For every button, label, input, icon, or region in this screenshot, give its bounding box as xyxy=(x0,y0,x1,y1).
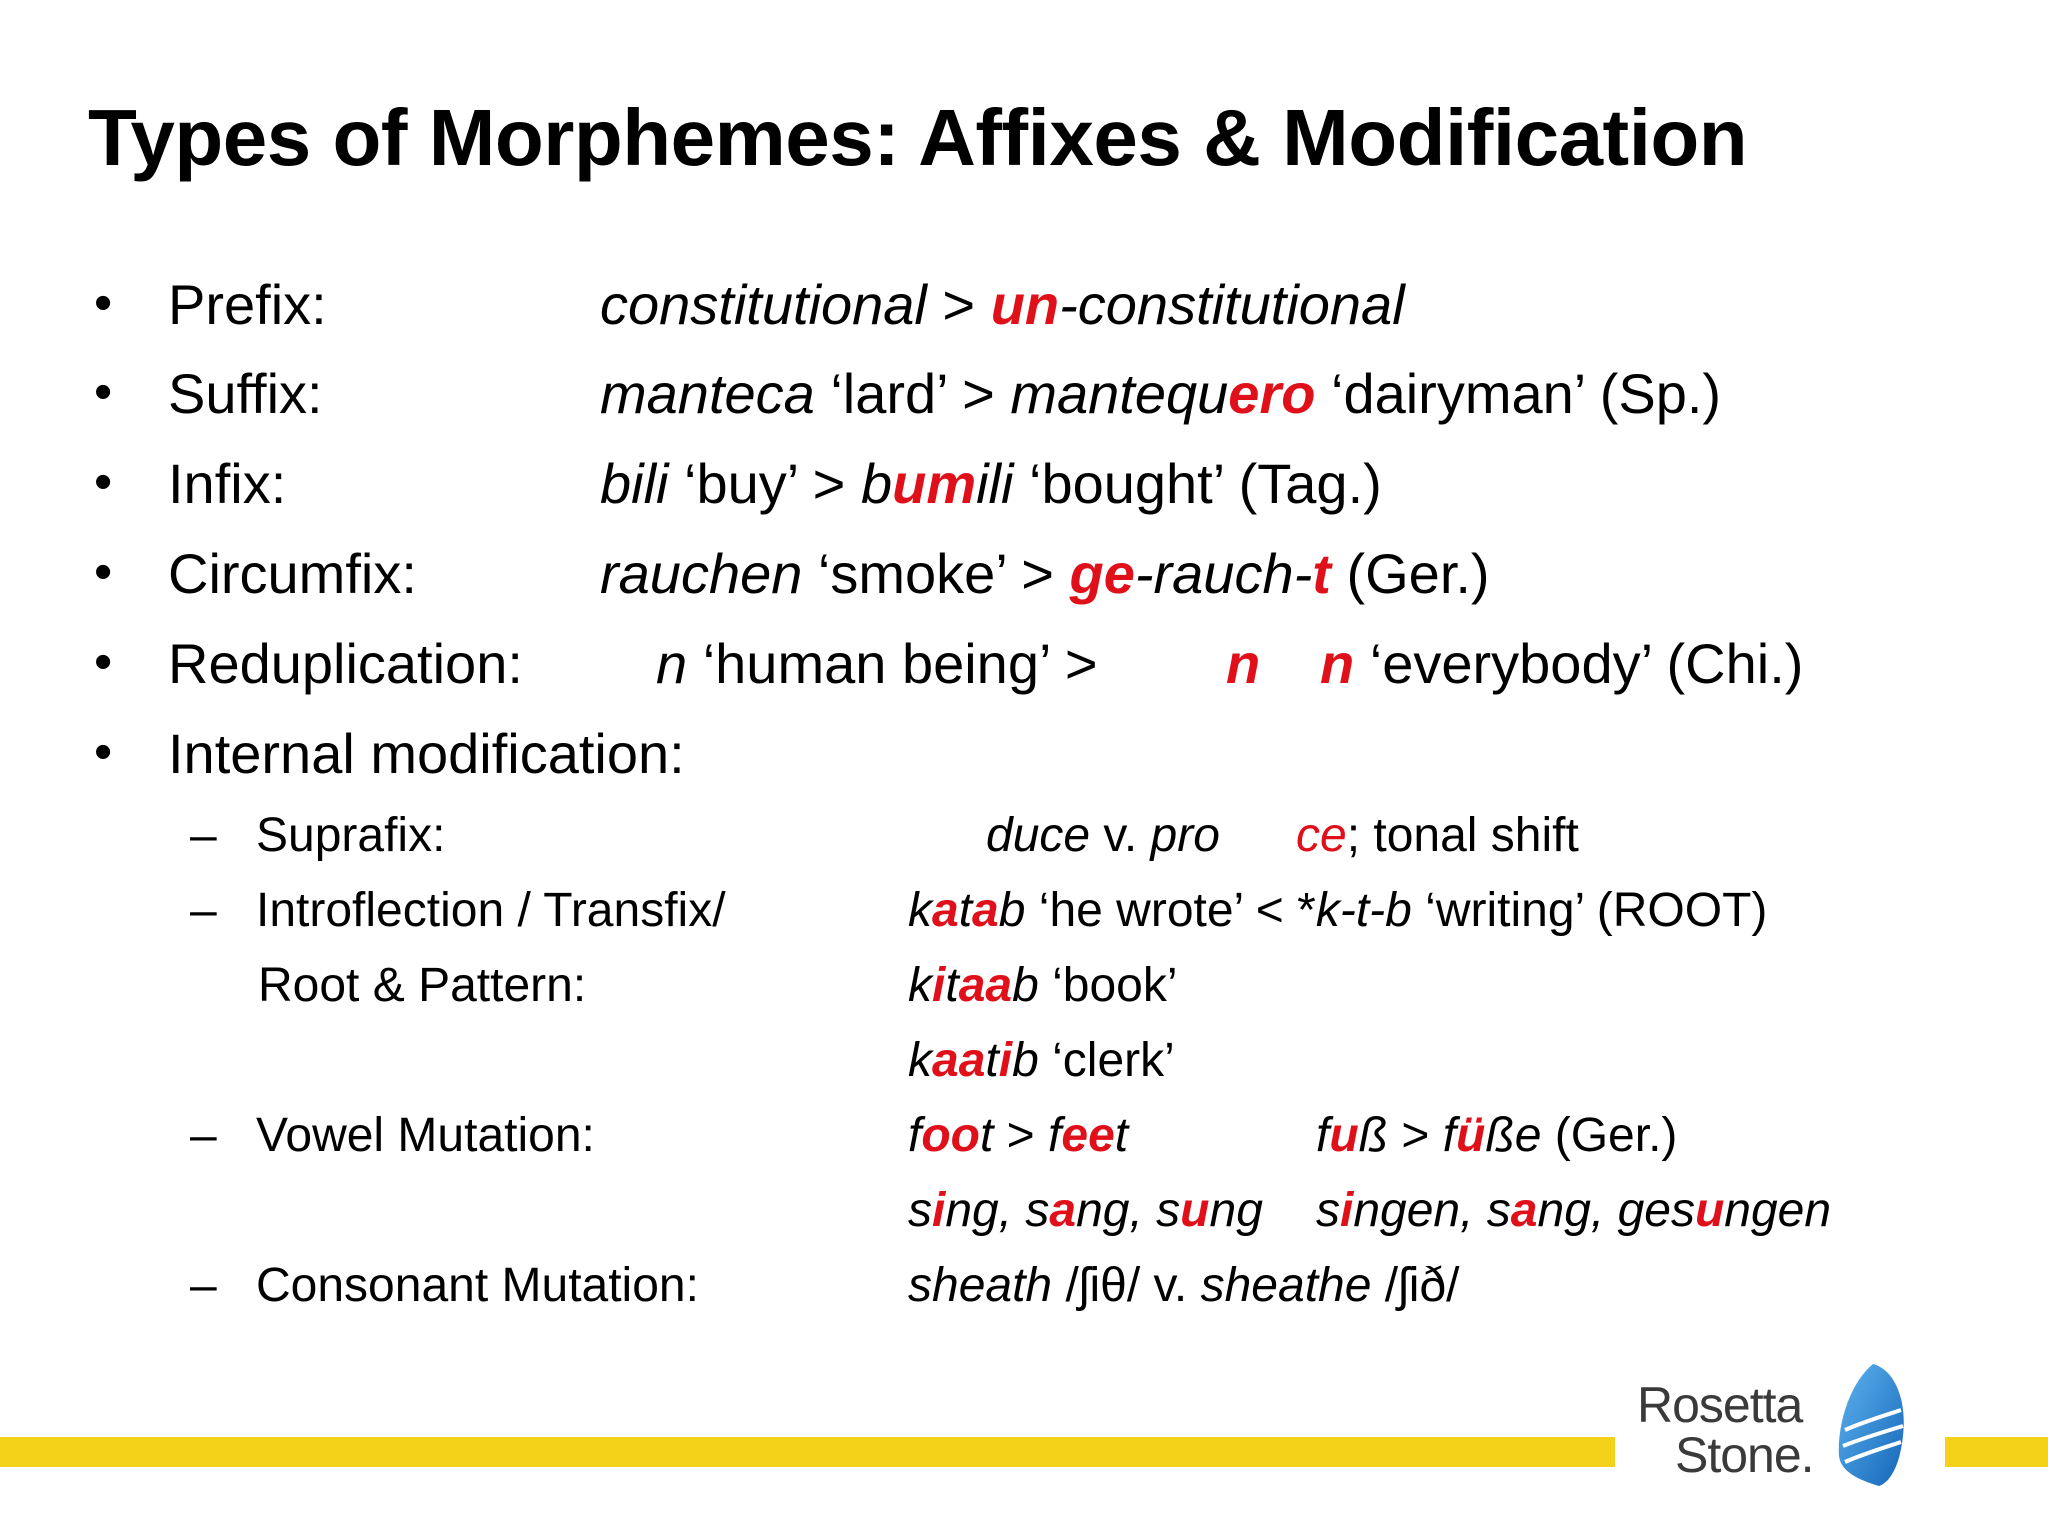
text-run: i xyxy=(1340,1184,1354,1237)
text-run: ‘writing’ (ROOT) xyxy=(1411,884,1768,937)
bullet-dot: • xyxy=(94,363,113,421)
text-run: ‘human being’ > xyxy=(687,632,1098,695)
subitem-example-suprafix-b xyxy=(1296,809,1579,862)
bullet-example-reduplication-second xyxy=(1320,632,1804,695)
bullet-example-reduplication-base xyxy=(656,632,1098,695)
subitem-dash: – xyxy=(190,884,217,937)
text-run: t xyxy=(985,1034,999,1087)
text-run: ‘smoke’ > xyxy=(802,542,1070,605)
subitem-dash: – xyxy=(190,1109,217,1162)
subitem-example-singen xyxy=(1316,1184,1832,1237)
text-run: ngen xyxy=(1724,1184,1832,1237)
text-run: ili xyxy=(976,452,1014,515)
text-run: ng, s xyxy=(945,1184,1050,1237)
logo-text-stone: Stone. xyxy=(1675,1427,1814,1483)
text-run: u xyxy=(1329,1109,1359,1162)
text-run: ß xyxy=(1358,1109,1388,1162)
subitem-example-katab xyxy=(908,884,1768,937)
text-run: sheath xyxy=(908,1259,1053,1312)
text-run: ‘lard’ > xyxy=(814,362,1011,425)
text-run: v. xyxy=(1090,809,1151,862)
subitem-example-fuss-fuesse xyxy=(1316,1109,1678,1162)
text-run: constitutional xyxy=(600,273,927,336)
text-run: rauchen xyxy=(600,542,803,605)
text-run: ce xyxy=(1296,809,1347,862)
subitem-example-kitaab xyxy=(908,959,1178,1012)
subitem-example-suprafix-a xyxy=(986,809,1220,862)
text-run: ero xyxy=(1228,362,1316,425)
bullet-dot: • xyxy=(94,723,113,781)
rosetta-stone-logo xyxy=(1615,1350,1945,1500)
bullet-example-infix xyxy=(600,452,1382,515)
bullet-label-circumfix: Circumfix: xyxy=(168,542,417,605)
text-run: > xyxy=(1388,1109,1443,1162)
text-run: ‘everybody’ (Chi.) xyxy=(1354,632,1804,695)
text-run: b xyxy=(1012,1034,1039,1087)
subitem-dash: – xyxy=(190,809,217,862)
text-run: b xyxy=(998,884,1026,937)
text-run: ü xyxy=(1456,1109,1486,1162)
text-run: k xyxy=(908,959,932,1012)
subitem-example-sheath xyxy=(908,1259,1460,1312)
text-run: ng, s xyxy=(1076,1184,1181,1237)
text-run: sheathe xyxy=(1200,1259,1372,1312)
bullet-example-suffix xyxy=(600,362,1722,425)
text-run: a xyxy=(1510,1184,1538,1237)
text-run: bili xyxy=(600,452,669,515)
bullet-example-circumfix xyxy=(600,542,1490,605)
text-run: t xyxy=(1114,1109,1129,1162)
text-run: pro xyxy=(1150,809,1220,862)
text-run: t xyxy=(958,884,973,937)
text-run: f xyxy=(908,1109,922,1162)
text-run: n xyxy=(1226,632,1261,695)
subitem-example-sing xyxy=(908,1184,1263,1237)
subitem-example-foot-feet xyxy=(908,1109,1129,1162)
text-run: b xyxy=(1012,959,1039,1012)
rosetta-stone-mark-icon xyxy=(1833,1360,1913,1490)
subitem-label-vowel-mutation: Vowel Mutation: xyxy=(256,1109,595,1162)
text-run: ng, ges xyxy=(1537,1184,1695,1237)
text-run: n xyxy=(1320,632,1355,695)
text-run: ‘buy’ > xyxy=(668,452,861,515)
bullet-label-prefix: Prefix: xyxy=(168,273,327,336)
text-run: /ʃið/ xyxy=(1371,1259,1460,1312)
bullet-example-prefix xyxy=(600,273,1405,336)
text-run: i xyxy=(998,1034,1013,1087)
text-run: oo xyxy=(921,1109,980,1162)
bullet-label-internal-modification: Internal modification: xyxy=(168,722,685,785)
text-run: /ʃiθ/ v. xyxy=(1052,1259,1201,1312)
text-run: -rauch- xyxy=(1134,542,1313,605)
text-run: ‘he wrote’ < * xyxy=(1025,884,1316,937)
bullet-label-reduplication: Reduplication: xyxy=(168,632,523,695)
text-run: ngen, s xyxy=(1353,1184,1511,1237)
subitem-label-root-pattern: Root & Pattern: xyxy=(258,959,587,1012)
subitem-dash: – xyxy=(190,1259,217,1312)
text-run: a xyxy=(1049,1184,1077,1237)
slide-title: Types of Morphemes: Affixes & Modification xyxy=(88,93,1748,182)
text-run: > xyxy=(993,1109,1049,1162)
text-run: s xyxy=(908,1184,932,1237)
text-run: ‘clerk’ xyxy=(1038,1034,1175,1087)
subitem-label-introflection: Introflection / Transfix/ xyxy=(256,884,726,937)
text-run: ; tonal shift xyxy=(1346,809,1579,862)
text-run: -constitutional xyxy=(1059,273,1405,336)
text-run: b xyxy=(860,452,893,515)
text-run: i xyxy=(932,1184,946,1237)
text-run: ße xyxy=(1485,1109,1542,1162)
text-run: duce xyxy=(986,809,1091,862)
text-run: t xyxy=(945,959,959,1012)
text-run: un xyxy=(990,273,1060,336)
text-run: k xyxy=(908,884,932,937)
bullet-example-reduplication-first xyxy=(1226,632,1261,695)
bullet-label-infix: Infix: xyxy=(168,452,287,515)
text-run: k-t-b xyxy=(1315,884,1412,937)
text-run: s xyxy=(1316,1184,1340,1237)
text-run: f xyxy=(1048,1109,1062,1162)
text-run: mantequ xyxy=(1010,362,1229,425)
text-run: n xyxy=(656,632,688,695)
bullet-dot: • xyxy=(94,453,113,511)
text-run: ‘book’ xyxy=(1038,959,1178,1012)
text-run: ng xyxy=(1209,1184,1263,1237)
text-run: a xyxy=(972,884,999,937)
logo-text-rosetta: Rosetta xyxy=(1637,1377,1803,1433)
bullet-dot: • xyxy=(94,543,113,601)
text-run: i xyxy=(932,959,946,1012)
text-run: ‘dairyman’ (Sp.) xyxy=(1315,362,1722,425)
text-run: a xyxy=(932,884,959,937)
subitem-label-suprafix: Suprafix: xyxy=(256,809,446,862)
text-run: (Ger.) xyxy=(1330,542,1490,605)
text-run: manteca xyxy=(600,362,815,425)
bullet-dot: • xyxy=(94,633,113,691)
text-run: (Ger.) xyxy=(1541,1109,1678,1162)
text-run: ge xyxy=(1069,542,1135,605)
text-run: > xyxy=(926,273,991,336)
text-run: um xyxy=(892,452,977,515)
subitem-example-kaatib xyxy=(908,1034,1175,1087)
text-run: f xyxy=(1442,1109,1457,1162)
text-run: aa xyxy=(932,1034,986,1087)
text-run: t xyxy=(979,1109,994,1162)
bullet-dot: • xyxy=(94,274,113,332)
text-run: ‘bought’ (Tag.) xyxy=(1013,452,1382,515)
text-run: t xyxy=(1312,542,1331,605)
text-run: u xyxy=(1694,1184,1725,1237)
text-run: ee xyxy=(1061,1109,1115,1162)
text-run: aa xyxy=(958,959,1013,1012)
text-run: u xyxy=(1180,1184,1210,1237)
text-run: k xyxy=(908,1034,932,1087)
text-run: f xyxy=(1316,1109,1330,1162)
bullet-label-suffix: Suffix: xyxy=(168,362,323,425)
subitem-label-consonant-mutation: Consonant Mutation: xyxy=(256,1259,699,1312)
